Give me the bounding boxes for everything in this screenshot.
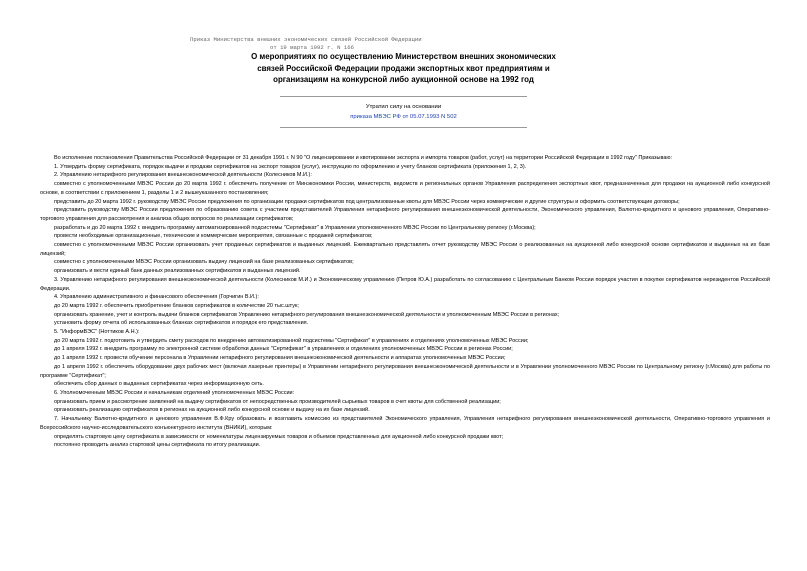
title-line-3: организациям на конкурсной либо аукционной основе на 1992 год — [273, 75, 534, 84]
paragraph: до 20 марта 1992 г. обеспечить приобретение бланков сертификатов в количестве 20 тыс.штук; — [54, 302, 299, 309]
paragraph: организовать прием и рассмотрение заявлений на выдачу сертификатов от непосредственных производителей сырьевых товаров в счет квоты для собственной реализации; — [54, 398, 501, 405]
paragraph: установить форму отчета об использованных бланках сертификатов и порядок его представления. — [54, 320, 309, 327]
paragraph: 1. Утвердить форму сертификата, порядок выдачи и продажи сертификатов на экспорт товаров (услуг), инструкцию по оформлению и учету бланков сертификата (приложения 1, 2, 3). — [54, 163, 527, 170]
status-notice — [280, 96, 527, 128]
document-header — [190, 36, 490, 52]
paragraph: 5. "ИнформВЭС" (Ноттиков А.Н.): — [54, 329, 140, 336]
paragraph: 4. Управлению административного и финансового обеспечения (Горчигин В.И.): — [54, 294, 259, 301]
paragraph: до 1 апреля 1992 г. обеспечить оборудование двух рабочих мест (включая лазерные принтеры) в Управлении нетарифного регулирования внешнеэкономической деятельности и в Управлении уполномоченного МВЭС России по Центральному региону (г.Москва) для работы по программе "Сертификат"; — [40, 363, 770, 379]
paragraph: до 1 апреля 1992 г. провести обучение персонала в Управлении нетарифного регулирования внешнеэкономической деятельности и аппаратах уполномоченных МВЭС России; — [54, 355, 506, 362]
paragraph: обеспечить сбор данных о выданных сертификатах через информационную сеть. — [54, 381, 264, 388]
title-line-1: О мероприятиях по осуществлению Министерством внешних экономических — [251, 52, 556, 61]
status-text: Утратил силу на основании — [365, 104, 442, 110]
status-bottom-divider — [280, 127, 527, 128]
paragraph: провести необходимые организационные, технические и коммерческие мероприятия, связанные с продажей сертификатов; — [54, 233, 373, 240]
paragraph: постоянно проводить анализ стартовой цены сертификата по итогу реализации. — [54, 442, 261, 449]
header-line-1: Приказ Министерства внешних экономических связей Российской Федерации — [190, 36, 422, 43]
paragraph: организовать хранение, учет и контроль выдачи бланков сертификатов Управлению нетарифного регулирования внешнеэкономической деятельности и уполномоченным МВЭС России в регионах; — [54, 311, 560, 318]
paragraph: до 1 апреля 1992 г. внедрить программу по электронной системе обработки данных "Сертификат" в управлениях и отделениях уполномоченных МВЭС России в регионах России; — [54, 346, 513, 353]
status-link[interactable]: приказа МВЭС РФ от 05.07.1993 N 502 — [350, 114, 457, 120]
paragraph: до 20 марта 1992 г. подготовить и утвердить смету расходов по внедрению автоматизированной подсистемы "Сертификат" в управлениях и отделениях уполномоченных МВЭС России; — [54, 337, 529, 344]
paragraph: 6. Уполномоченным МВЭС России и начальникам отделений уполномоченных МВЭС России: — [54, 389, 295, 396]
paragraph: совместно с уполномоченными МВЭС России организовать выдачу лицензий на базе реализованных сертификатов; — [54, 259, 354, 266]
paragraph: 3. Управлению нетарифного регулирования внешнеэкономической деятельности (Колесников М.И.) и Экономическому управлению (Петров Ю.А.) разработать по согласованию с Центральным Банком России порядок участия в покупке сертификатов нерезидентов Российской Федерации. — [40, 276, 770, 292]
paragraph: разработать и до 20 марта 1992 г. внедрить программу автоматизированной подсистемы "Сертификат" в Управлении уполномоченного МВЭС России по Центральному региону (г.Москва); — [54, 224, 536, 231]
paragraph: организовать реализацию сертификатов в регионах на аукционной либо конкурсной основе и выдачу на их базе лицензий. — [54, 407, 370, 414]
document-title — [130, 51, 677, 86]
document-body — [40, 154, 770, 450]
paragraph: совместно с уполномоченными МВЭС России организовать учет проданных сертификатов и выданных лицензий. Ежеквартально представлять отчет руководству МВЭС России о реализованных на аукционной либо конкурсной основе сертификатов и выданных на их базе лицензий; — [40, 242, 770, 257]
paragraph: организовать и вести единый банк данных реализованных сертификатов и выданных лицензий. — [54, 268, 301, 275]
paragraph: представить руководству МВЭС России предложения по образованию совета с участием представителей Управления нетарифного регулирования внешнеэкономической деятельности, Экономического управления, Валютно-кредитного и ценового управления, Оперативно-торгового управления для рассмотрения и анализа общих вопросов по реализации сертификатов; — [40, 207, 770, 222]
paragraph: совместно с уполномоченными МВЭС России до 20 марта 1992 г. обеспечить получение от Минэкономики России, министерств, ведомств и региональных органов Управления распределения экспортных квот, предназначенных для продажи на аукционной либо конкурсной основе, в соответствии с приложением 1, разделы 1 и 2 вышеуказанного постановления; — [40, 181, 770, 196]
paragraph: 2. Управлению нетарифного регулирования внешнеэкономической деятельности (Колесников М.И.): — [54, 172, 312, 179]
header-line-2: от 19 марта 1992 г. N 166 — [270, 44, 354, 51]
paragraph: определять стартовую цену сертификата в зависимости от номенклатуры лицензируемых товаров и объемов представленных для аукционной либо конкурсной продажи квот; — [54, 433, 504, 440]
status-top-divider — [280, 96, 527, 97]
paragraph: представить до 20 марта 1992 г. руководству МВЭС России предложения по организации продажи сертификатов под централизованные квоты для МВЭС России через коммерческие и другие структуры и оформить соответствующие договоры; — [54, 198, 680, 205]
paragraph: 7. Начальнику Валютно-кредитного и ценового управления В.Ф.Кру образовать и возглавить комиссию из представителей Экономического управления, Управления нетарифного регулирования внешнеэкономической деятельности, Оперативно-торгового управления и Всероссийского научно-исследовательского конъюнктурного института (ВНИКИ), которым: — [40, 416, 770, 431]
title-line-2: связей Российской Федерации продажи экспортных квот предприятиям и — [257, 63, 550, 73]
paragraph: Во исполнение постановления Правительства Российской Федерации от 31 декабря 1991 г. N 90 "О лицензировании и квотировании экспорта и импорта товаров (работ, услуг) на территории Российской Федерации в 1992 году" Приказываю: — [54, 155, 673, 161]
